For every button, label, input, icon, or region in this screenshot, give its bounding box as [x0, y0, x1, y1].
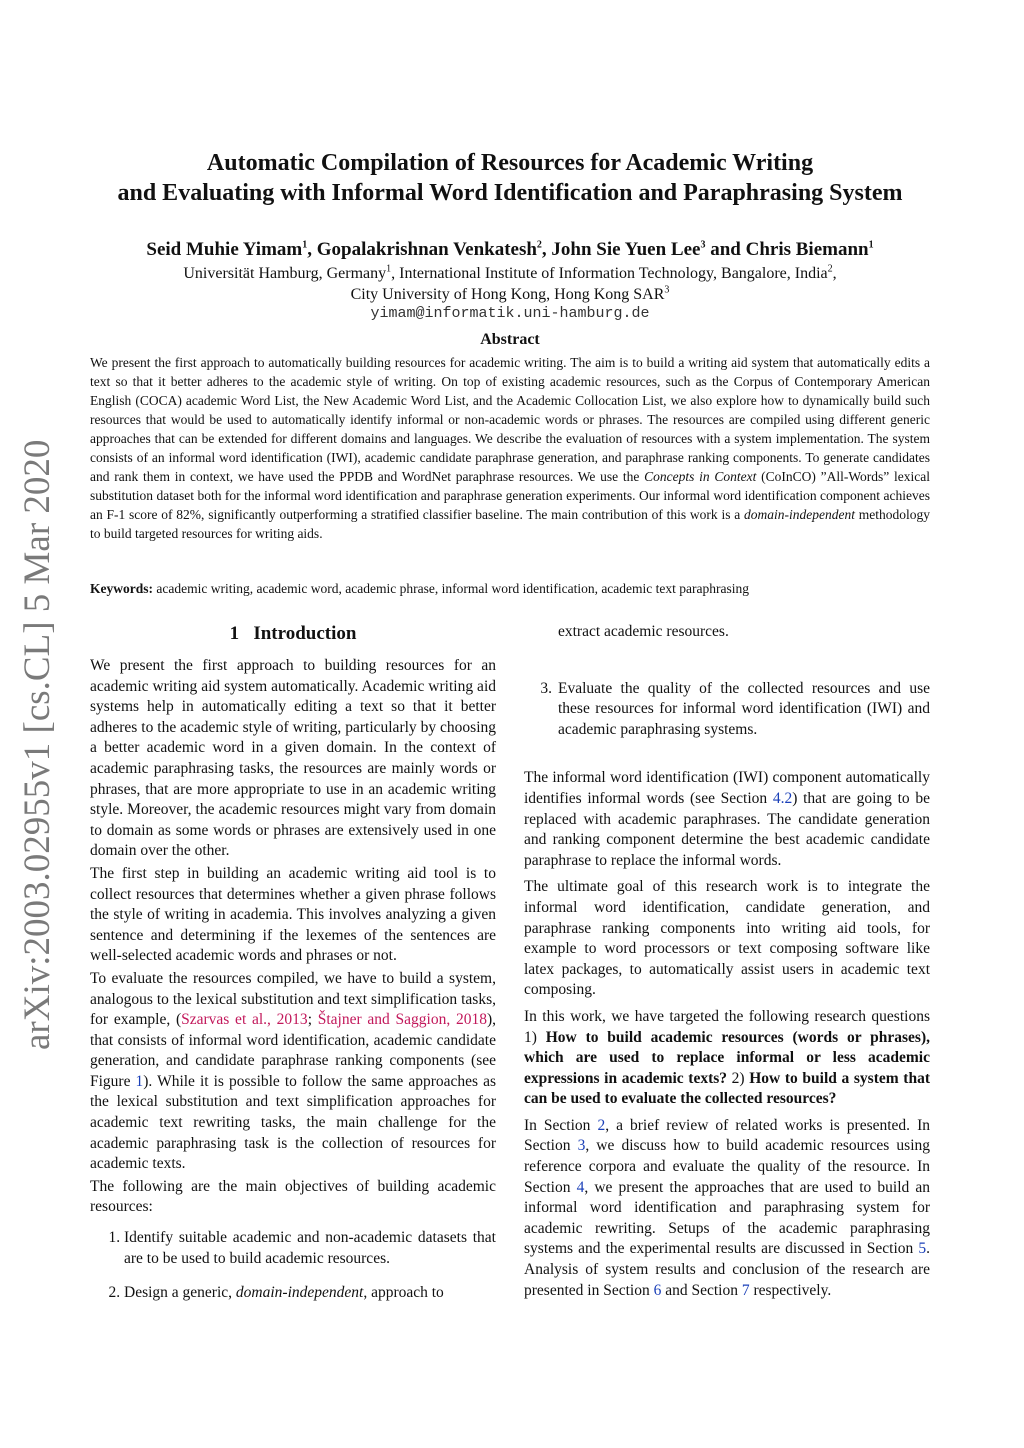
list-item [124, 1283, 496, 1304]
list-item: 1. Identify suitable academic and non-academic datasets that are to be used to build academic resources. [124, 1228, 496, 1269]
list-item-continuation: extract academic resources. [558, 623, 729, 640]
paragraph [524, 768, 930, 871]
affiliation-1: Universität Hamburg, Germany [183, 265, 387, 282]
keywords-label: Keywords: [90, 581, 153, 596]
affiliation-1-mark: 1 [386, 263, 392, 275]
paragraph-text: ), that consists of informal word identification, academic candidate generation, and candidate paraphrase ranking components (see Figure [90, 1011, 497, 1090]
abstract-body [90, 353, 930, 543]
affiliation-3-mark: 3 [664, 284, 670, 296]
section-title: Introduction [253, 623, 357, 644]
paragraph-text: , we discuss how to build academic resources using reference corpora and evaluate the quality of the resource. In Section [524, 1137, 931, 1196]
paragraph-text: , we present the approaches that are used to build an informal word identification and paraphrasing system for academic rewriting. Setups of the academic paraphrasing systems and the experimental results are discussed in Section [524, 1178, 930, 1258]
paragraph-text: ) that are going to be replaced with academic paraphrases. The candidate generation and ranking component determine the best academic candidate paraphrase to replace the informal words. [524, 789, 930, 869]
affiliation-2: International Institute of Information Technology, Bangalore, India [399, 265, 828, 282]
objectives-list [90, 1228, 496, 1304]
list-item-text: , approach to [363, 1284, 444, 1302]
author-3-mark: 3 [700, 239, 706, 251]
paragraph [524, 1116, 930, 1301]
paragraph: We present the first approach to building resources for an academic writing aid system automatically. Academic writing aid systems help in automatically editing a text so that it better adheres to the academic style of writing, particularly by choosing a better academic word in a given domain. In the context of academic paraphrasing tasks, the resources are mainly words or phrases, that are more appropriate to use in an academic writing style. Moreover, the academic resources might vary from domain to domain as some words or phrases are extensively used in one domain over the other. [90, 657, 496, 860]
list-item-text: Evaluate the quality of the collected resources and use these resources for informal word identification (IWI) and academic paraphrasing systems. [558, 679, 930, 738]
paragraph-text: In this work, we have targeted the following research questions 1) [524, 1007, 930, 1046]
paragraph: The following are the main objectives of building academic resources: [90, 1177, 496, 1216]
section-number: 1 [229, 623, 240, 644]
section-ref-link[interactable]: 6 [653, 1281, 662, 1299]
section-ref-link[interactable]: 7 [741, 1281, 750, 1299]
abstract-text: methodology to build targeted resources for writing aids. [90, 507, 930, 541]
abstract-emphasis: Concepts in Context [644, 469, 757, 484]
paragraph-text: ). While it is possible to follow the same approaches as the lexical substitution and text simplification approaches for academic text rewriting tasks, the main challenge for the academic paraphrasing task is the collection of resources for academic texts. [90, 1072, 496, 1173]
list-item-number: 3. [540, 679, 552, 697]
paragraph [524, 1007, 930, 1110]
paragraph-text: In Section [524, 1116, 598, 1134]
author-1: Seid Muhie Yimam [146, 239, 303, 260]
citation-link[interactable]: Štajner and Saggion, 2018 [317, 1011, 487, 1029]
paragraph-text: To evaluate the resources compiled, we have to build a system, analogous to the lexical substitution and text simplification tasks, for example, ( [90, 969, 496, 1029]
author-2-mark: 2 [536, 239, 542, 251]
paragraph: The ultimate goal of this research work is to integrate the informal word identification, candidate generation, and paraphrase ranking components into writing aid tools, for example to word processors or text composing software like latex packages, to automatically assist users in academic text composing. [524, 878, 930, 999]
list-item-text: Design a generic, [124, 1284, 236, 1302]
author-4-mark: 1 [868, 239, 874, 251]
section-ref-link[interactable]: 4.2 [772, 789, 793, 807]
contact-email[interactable]: yimam@informatik.uni-hamburg.de [370, 305, 650, 322]
section-heading [90, 622, 496, 646]
title-line-1: Automatic Compilation of Resources for Academic Writing [206, 150, 814, 176]
title-line-2: and Evaluating with Informal Word Identification and Paraphrasing System [117, 180, 903, 206]
affiliation-2-mark: 2 [827, 263, 833, 275]
paragraph-text: 2) [727, 1069, 750, 1087]
author-list: Seid Muhie Yimam$^1$, Gopalakrishnan Venkatesh$^2$, John Sie Yuen Lee$^3$ and Chris Biemann$^1$ [146, 239, 874, 260]
paragraph-text: and Section [661, 1281, 742, 1299]
arxiv-stamp: arXiv:2003.02955v1 [cs.CL] 5 Mar 2020 [17, 439, 58, 1050]
author-4: Chris Biemann [745, 239, 869, 260]
abstract-emphasis: domain-independent [744, 507, 855, 522]
paragraph-text: The informal word identification (IWI) component automatically identifies informal words (see Section [524, 769, 930, 807]
affiliation-3: City University of Hong Kong, Hong Kong SAR [350, 286, 665, 303]
abstract-heading: Abstract [480, 331, 540, 348]
paragraph [90, 969, 496, 1175]
paragraph-text: . Analysis of system results and conclusion of the research are presented in Section [524, 1240, 930, 1299]
section-ref-link[interactable]: 4 [576, 1178, 585, 1196]
section-ref-link[interactable]: 3 [577, 1137, 586, 1155]
list-item [524, 679, 930, 741]
citation-link[interactable]: Szarvas et al., 2013 [181, 1011, 308, 1029]
paragraph-text: , a brief review of related works is presented. In Section [524, 1116, 930, 1155]
author-3: John Sie Yuen Lee [551, 239, 701, 260]
abstract-text: (CoInCO) ”All-Words” lexical substitution dataset both for the informal word identification and paraphrase generation experiments. Our informal word identification component achieves an F-1 score of 82%, significantly outperforming a stratified classifier baseline. The main contribution of this work is a [90, 469, 930, 522]
paper-title [90, 148, 930, 208]
paragraph-text: ; [307, 1011, 318, 1029]
right-column [524, 622, 930, 1303]
list-item-emphasis: domain-independent [235, 1284, 364, 1302]
left-column [90, 622, 496, 1318]
affiliations: Universität Hamburg, Germany$^1$, International Institute of Information Technology, Bangalore, India$^2$, City University of Hong Kong, Hong Kong SAR$^3$ [183, 263, 837, 303]
author-2: Gopalakrishnan Venkatesh [316, 239, 537, 260]
section-ref-link[interactable]: 2 [597, 1116, 606, 1134]
keywords-text: academic writing, academic word, academic phrase, informal word identification, academic text paraphrasing [153, 581, 749, 596]
abstract-text: We present the first approach to automatically building resources for academic writing. The aim is to build a writing aid system that automatically edits a text so that it better adheres to the academic style of writing. On top of existing academic resources, such as the Corpus of Contemporary American English (COCA) academic Word List, the New Academic Word List, and the Academic Collocation List, we also explore how to dynamically build such resources that would be used to automatically identify informal or non-academic words or phrases. The resources are compiled using different generic approaches that can be extended for different domains and languages. We describe the evaluation of resources with a system implementation. The system consists of an informal word identification (IWI), academic candidate paraphrase generation, and paraphrase ranking components. To generate candidates and rank them in context, we have used the PPDB and WordNet paraphrase resources. We use the [90, 355, 930, 484]
research-question-2: How to build a system that can be used to evaluate the collected resources? [524, 1069, 930, 1108]
figure-ref-link[interactable]: 1 [135, 1072, 144, 1090]
author-1-mark: 1 [302, 239, 308, 251]
paragraph: The first step in building an academic writing aid tool is to collect resources that determines whether a given phrase follows the style of writing in academia. This involves analyzing a given sentence and determining if the lexemes of the sentences are well-selected academic words and phrases or not. [90, 864, 496, 965]
keywords [90, 579, 930, 598]
paragraph-text: respectively. [749, 1281, 832, 1299]
research-question-1: How to build academic resources (words or phrases), which are used to replace informal or less academic expressions in academic texts? [524, 1028, 930, 1087]
section-ref-link[interactable]: 5 [918, 1240, 927, 1258]
